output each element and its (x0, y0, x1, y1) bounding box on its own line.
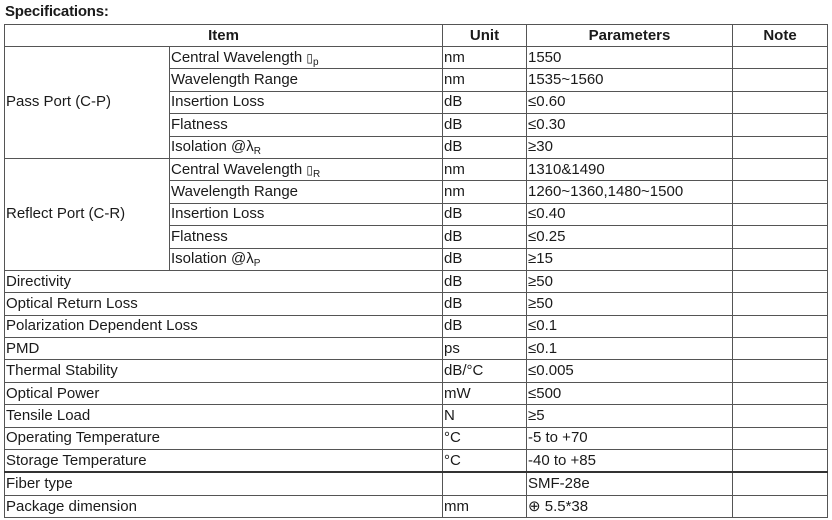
table-row (5, 405, 828, 427)
item-cell: Flatness (170, 226, 443, 248)
table-row (5, 360, 828, 382)
parameter-cell: ≤0.40 (527, 203, 733, 225)
item-cell: Wavelength Range (170, 181, 443, 203)
unit-cell: nm (443, 47, 527, 69)
unit-cell: dB (443, 91, 527, 113)
parameter-cell: 1260~1360,1480~1500 (527, 181, 733, 203)
unit-cell: dB (443, 315, 527, 337)
column-header-item: Item (5, 25, 443, 47)
parameter-cell: 1550 (527, 47, 733, 69)
item-cell: Insertion Loss (170, 91, 443, 113)
table-row (5, 472, 828, 495)
unit-cell: dB/°C (443, 360, 527, 382)
unit-cell: °C (443, 450, 527, 473)
note-cell (733, 114, 828, 136)
unit-cell: nm (443, 181, 527, 203)
note-cell (733, 360, 828, 382)
note-cell (733, 47, 828, 69)
item-cell: Operating Temperature (5, 427, 443, 449)
parameter-cell: ≤0.25 (527, 226, 733, 248)
note-cell (733, 450, 828, 473)
item-cell: Flatness (170, 114, 443, 136)
table-row (5, 450, 828, 473)
parameter-cell: 1535~1560 (527, 69, 733, 91)
table-row (5, 47, 828, 69)
item-cell: Optical Return Loss (5, 293, 443, 315)
note-cell (733, 69, 828, 91)
note-cell (733, 382, 828, 404)
parameter-cell: ≥50 (527, 293, 733, 315)
unit-cell: dB (443, 226, 527, 248)
group-label-reflect-port: Reflect Port (C-R) (5, 158, 170, 270)
column-header-note: Note (733, 25, 828, 47)
parameter-cell: SMF-28e (527, 472, 733, 495)
note-cell (733, 293, 828, 315)
note-cell (733, 136, 828, 158)
note-cell (733, 270, 828, 292)
wavelength-symbol-icon: ▯ (306, 50, 313, 65)
parameter-cell: 1310&1490 (527, 158, 733, 180)
item-cell: Central Wavelength $▯_p$ (170, 47, 443, 69)
table-row (5, 315, 828, 337)
note-cell (733, 181, 828, 203)
unit-cell: nm (443, 158, 527, 180)
note-cell (733, 158, 828, 180)
unit-cell: nm (443, 69, 527, 91)
item-cell: Fiber type (5, 472, 443, 495)
table-row (5, 293, 828, 315)
item-cell: Insertion Loss (170, 203, 443, 225)
item-cell: Thermal Stability (5, 360, 443, 382)
unit-cell: dB (443, 270, 527, 292)
item-cell: Tensile Load (5, 405, 443, 427)
table-row (5, 270, 828, 292)
unit-cell: °C (443, 427, 527, 449)
parameter-cell: ≤0.1 (527, 315, 733, 337)
parameter-cell: -5 to +70 (527, 427, 733, 449)
item-cell: Isolation $@\lambda_P$ (170, 248, 443, 270)
note-cell (733, 91, 828, 113)
unit-cell: mW (443, 382, 527, 404)
parameter-cell: ≤0.1 (527, 338, 733, 360)
header-row (5, 25, 828, 47)
unit-cell: ps (443, 338, 527, 360)
parameter-cell: ≤0.005 (527, 360, 733, 382)
item-cell: PMD (5, 338, 443, 360)
table-row (5, 495, 828, 517)
note-cell (733, 248, 828, 270)
table-row (5, 338, 828, 360)
parameter-cell: ≥30 (527, 136, 733, 158)
note-cell (733, 315, 828, 337)
group-label-pass-port: Pass Port (C-P) (5, 47, 170, 159)
item-cell: Isolation $@\lambda_R$ (170, 136, 443, 158)
unit-cell: dB (443, 114, 527, 136)
note-cell (733, 405, 828, 427)
note-cell (733, 472, 828, 495)
parameter-cell: ≥5 (527, 405, 733, 427)
table-row (5, 382, 828, 404)
parameter-cell: ≥15 (527, 248, 733, 270)
unit-cell: dB (443, 136, 527, 158)
item-cell: Directivity (5, 270, 443, 292)
parameter-cell: ⊕ 5.5*38 (527, 495, 733, 517)
item-cell: Optical Power (5, 382, 443, 404)
item-cell: Wavelength Range (170, 69, 443, 91)
unit-cell: N (443, 405, 527, 427)
note-cell (733, 495, 828, 517)
wavelength-symbol-icon: ▯ (306, 162, 313, 177)
column-header-parameters: Parameters (527, 25, 733, 47)
specifications-table (4, 24, 828, 518)
item-cell: Package dimension (5, 495, 443, 517)
specifications-heading: Specifications: (5, 3, 109, 20)
table-row (5, 158, 828, 180)
note-cell (733, 427, 828, 449)
parameter-cell: ≤500 (527, 382, 733, 404)
parameter-cell: ≤0.60 (527, 91, 733, 113)
parameter-cell: ≥50 (527, 270, 733, 292)
note-cell (733, 203, 828, 225)
parameter-cell: -40 to +85 (527, 450, 733, 473)
unit-cell: dB (443, 248, 527, 270)
unit-cell (443, 472, 527, 495)
column-header-unit: Unit (443, 25, 527, 47)
note-cell (733, 338, 828, 360)
unit-cell: dB (443, 293, 527, 315)
unit-cell: mm (443, 495, 527, 517)
table-row (5, 427, 828, 449)
item-cell: Central Wavelength $▯_R$ (170, 158, 443, 180)
unit-cell: dB (443, 203, 527, 225)
parameter-cell: ≤0.30 (527, 114, 733, 136)
item-cell: Polarization Dependent Loss (5, 315, 443, 337)
item-cell: Storage Temperature (5, 450, 443, 473)
note-cell (733, 226, 828, 248)
